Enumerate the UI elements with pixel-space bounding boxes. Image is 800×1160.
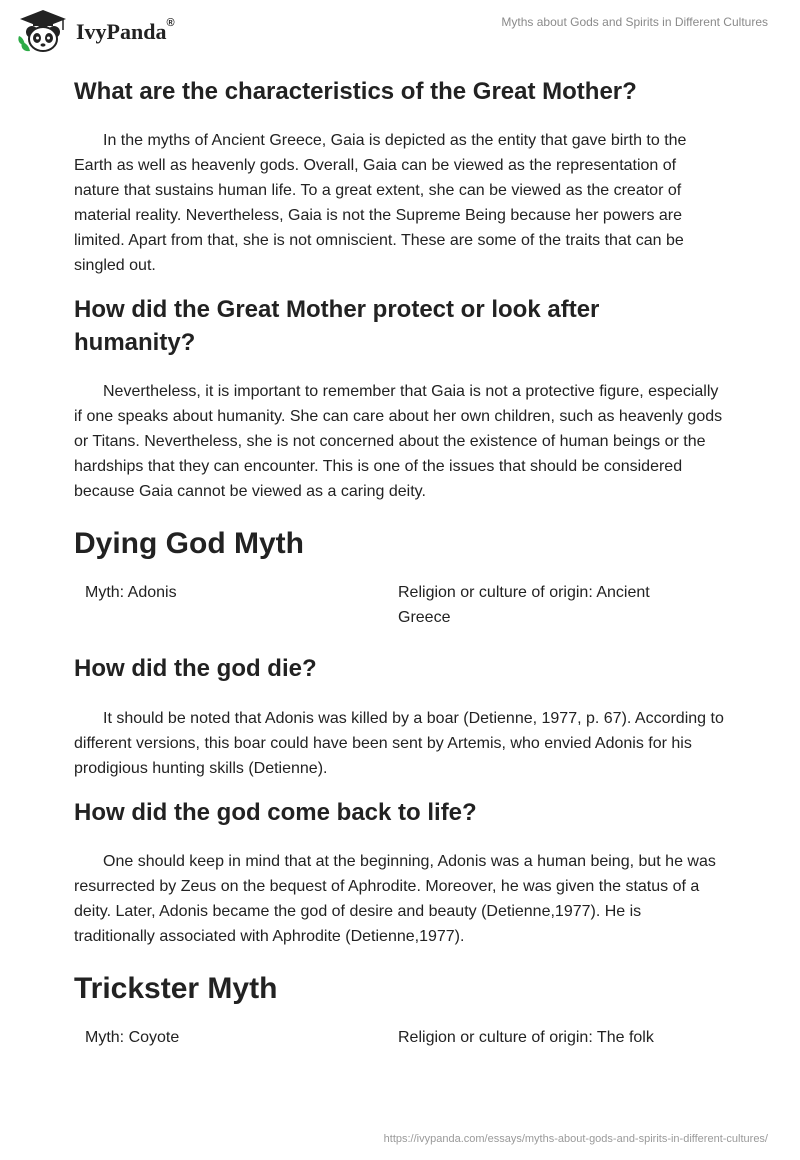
section-heading: What are the characteristics of the Great Mother? <box>74 78 637 105</box>
page-header <box>0 0 800 60</box>
section-title: Dying God Myth <box>74 527 304 560</box>
myth-origin: Religion or culture of origin: Ancient Greece <box>398 584 650 626</box>
section-heading: How did the god die? <box>74 655 317 682</box>
myth-info-row <box>74 580 724 630</box>
brand-name: IvyPanda <box>76 19 167 44</box>
section-title: Trickster Myth <box>74 972 278 1005</box>
section-heading: How did the Great Mother protect or look after humanity? <box>74 296 600 356</box>
source-url[interactable]: https://ivypanda.com/essays/myths-about-gods-and-spirits-in-different-cultures/ <box>383 1133 768 1145</box>
registered-mark: ® <box>166 17 175 29</box>
paragraph: One should keep in mind that at the beginning, Adonis was a human being, but he was resurrected by Zeus on the bequest of Aphrodite. Moreover, he was given the status of a deity. Later, Adonis became the god of desire and beauty (Detienne,1977). He is traditionally associated with Aphrodite (Detienne,1977). <box>74 853 716 945</box>
paragraph: In the myths of Ancient Greece, Gaia is depicted as the entity that gave birth to the Earth as well as heavenly gods. Overall, Gaia can be viewed as the representation of nature that sustains human life. To a great extent, she can be viewed as the creator of material reality. Nevertheless, Gaia is not the Supreme Being because her powers are limited. Apart from that, she is not omniscient. These are some of the traits that can be singled out. <box>74 132 687 274</box>
essay-content <box>74 66 724 1050</box>
panda-graduate-icon <box>14 8 72 54</box>
myth-info-row <box>74 1025 724 1050</box>
section-heading: How did the god come back to life? <box>74 799 477 826</box>
myth-origin: Religion or culture of origin: The folk <box>398 1029 654 1046</box>
myth-name: Myth: Adonis <box>85 584 177 601</box>
ivypanda-logo[interactable] <box>14 8 214 54</box>
paragraph: Nevertheless, it is important to remember that Gaia is not a protective figure, especially if one speaks about humanity. She can care about her own children, such as heavenly gods or Titans. Nevertheless, she is not concerned about the existence of human beings or the hardships that they can encounter. This is one of the issues that should be considered because Gaia cannot be viewed as a caring deity. <box>74 383 723 500</box>
document-title: Myths about Gods and Spirits in Different Cultures <box>501 15 768 29</box>
myth-name: Myth: Coyote <box>85 1029 180 1046</box>
paragraph: It should be noted that Adonis was killed by a boar (Detienne, 1977, p. 67). According to different versions, this boar could have been sent by Artemis, who envied Adonis for his prodigious hunting skills (Detienne). <box>74 710 724 777</box>
